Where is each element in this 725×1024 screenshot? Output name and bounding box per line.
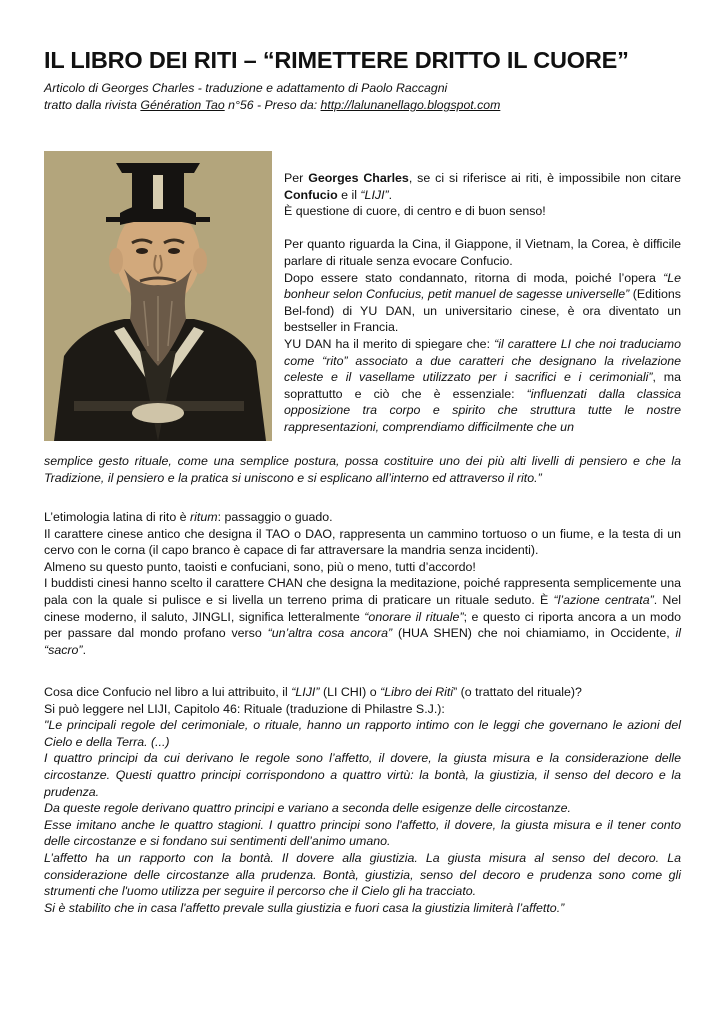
text: Cosa dice Confucio nel libro a lui attribuito, il [44,685,292,699]
quote: Da queste regole derivano quattro principi e variano a seconda delle esigenze delle circostanze. [44,801,571,816]
liji-section [44,684,681,916]
text: , se ci si riferisce ai riti, è impossibile non citare [408,171,681,185]
text: (HUA SHEN) che noi chiamiamo, in Occidente, [392,626,676,641]
quote-line-4 [44,817,681,850]
quote: I quattro principi da cui derivano le regole sono l’affetto, il dovere, la giusta misura e la considerazione delle circostanze. Questi quattro principi corrispondono a quattro virtù: la bontà, la giustizia, il senso del decoro e la prudenza. [44,751,681,799]
quote-continuation [44,453,681,486]
text: Dopo essere stato condannato, ritorna di moda, poiché l’opera [284,270,664,285]
article-source [44,97,500,113]
portrait-illustration [44,151,272,441]
intro-column [284,170,681,436]
intro-paragraph [284,170,681,203]
magazine-name: Génération Tao [140,98,225,112]
paragraph-ritum [44,509,681,526]
text: e il [337,187,361,202]
quote-line-5 [44,850,681,900]
quote: “il carattere LI che noi traduciamo come “rito” associato a due caratteri che designano la rivelazione celeste e il vasellame utilizzato per i sacrifici e i cerimoniali” [284,336,681,385]
paragraph-tao: Il carattere cinese antico che designa il TAO o DAO, rappresenta un cammino tortuoso o un fiume, e la testa di un cervo con le corna (il capo branco è capace di far attraversare la mandria senza incidenti). [44,526,681,558]
spacer [284,220,681,237]
source-prefix: tratto dalla rivista [44,98,141,112]
text: . [82,642,87,657]
text: (Editions Bel-fond) di YU DAN, un universitario cinese, è ora diventato un bestseller in Francia. [284,287,681,335]
quote-line-3 [44,800,681,817]
text: . Nel cinese moderno, il saluto, JINGLI, significa letteralmente [44,592,682,624]
latin-term: ritum [190,510,218,524]
quote: “l’azione centrata” [553,592,654,607]
book-title: “Libro dei Riti [380,685,454,699]
text: Per [284,171,309,185]
quote: "Le principali regole del cerimoniale, o rituale, hanno un rapporto intimo con le leggi che governano le azioni del Cielo e della Terra. (...) [44,718,681,749]
text: I buddisti cinesi hanno scelto il carattere CHAN che designa la meditazione, poiché rappresenta semplicemente una pala con la quale si pulisce e si livella un terreno prima di praticare un rituale seduto. È [44,576,681,607]
paragraph-agreement: Almeno su questo punto, taoisti e confuciani, sono, più o meno, tutti d’accordo! [44,559,476,574]
article-credits: Articolo di Georges Charles - traduzione e adattamento di Paolo Raccagni [44,81,448,95]
source-mid: n°56 - Preso da: [224,98,321,112]
text: L’etimologia latina di rito è [44,510,191,524]
page-title: IL LIBRO DEI RITI – “RIMETTERE DRITTO IL CUORE” [44,47,629,73]
text: . [388,187,393,202]
author-name: Georges Charles [308,171,409,185]
source-url-link[interactable]: http://lalunanellago.blogspot.com [320,98,501,112]
quote: Esse imitano anche le quattro stagioni. I quattro principi sono l'affetto, il dovere, la giusta misura e il tener conto delle circostanze e si fondano sui sentimenti dell’animo umano. [44,817,681,849]
paragraph-bestseller [284,270,681,336]
paragraph-question [44,684,681,701]
quote: Si è stabilito che in casa l'affetto prevale sulla giustizia e fuori casa la giustizia limiterà l’affetto.” [44,900,565,915]
liji-title: “LIJI” [360,187,389,202]
text: ; e questo ci riporta ancora a un modo per passare dal mondo profano verso [44,609,681,641]
quote-line-2 [44,750,681,800]
paragraph-chapter: Si può leggere nel LIJI, Capitolo 46: Rituale (traduzione di Philastre S.J.): [44,701,445,716]
book-title: “Le bonheur selon Confucius, petit manuel de sagesse universelle” [284,270,681,302]
text: (LI CHI) o [319,685,381,699]
quote: “onorare il rituale” [364,609,464,624]
quote: “influenzati dalla classica opposizione tra corpo e spirito che struttura tutte le nostre rappresentazioni, comprendiamo difficilmente che un [284,386,681,434]
quote: semplice gesto rituale, come una semplice postura, possa costituire uno dei più alti livelli di pensiero e che la Tradizione, il pensiero e la pratica si uniscono e si esplicano all’interno ed attraverso il rito.” [44,454,681,485]
paragraph-yudan [284,336,681,436]
etymology-section [44,509,681,658]
quote-line-6 [44,900,681,917]
quote: il “sacro” [44,626,681,657]
liji-title: “LIJI” [291,685,320,699]
confucius-portrait-image [44,151,272,441]
quote-line-1 [44,717,681,750]
intro-line: È questione di cuore, di centro e di buon senso! [284,204,546,219]
text: : passaggio o guado. [217,510,333,524]
quote: “un’altra cosa ancora” [267,626,393,641]
text: ” (o trattato del rituale)? [453,685,582,699]
quote: L’affetto ha un rapporto con la bontà. Il dovere alla giustizia. La giusta misura al senso del decoro. La considerazione delle circostanze alla prudenza. Bontà, giustizia, senso del decoro e prudenza sono come gli strumenti che l'uomo utilizza per seguire il percorso che il Cielo gli ha tracciato. [44,850,681,899]
quote-end [44,453,681,486]
confucius-name: Confucio [284,187,338,202]
text: , ma soprattutto e ciò che è essenziale: [284,370,681,401]
text: YU DAN ha il merito di spiegare che: [284,336,495,351]
paragraph-asia: Per quanto riguarda la Cina, il Giappone, il Vietnam, la Corea, è difficile parlare di rituale senza evocare Confucio. [284,237,681,268]
paragraph-chan [44,575,681,658]
